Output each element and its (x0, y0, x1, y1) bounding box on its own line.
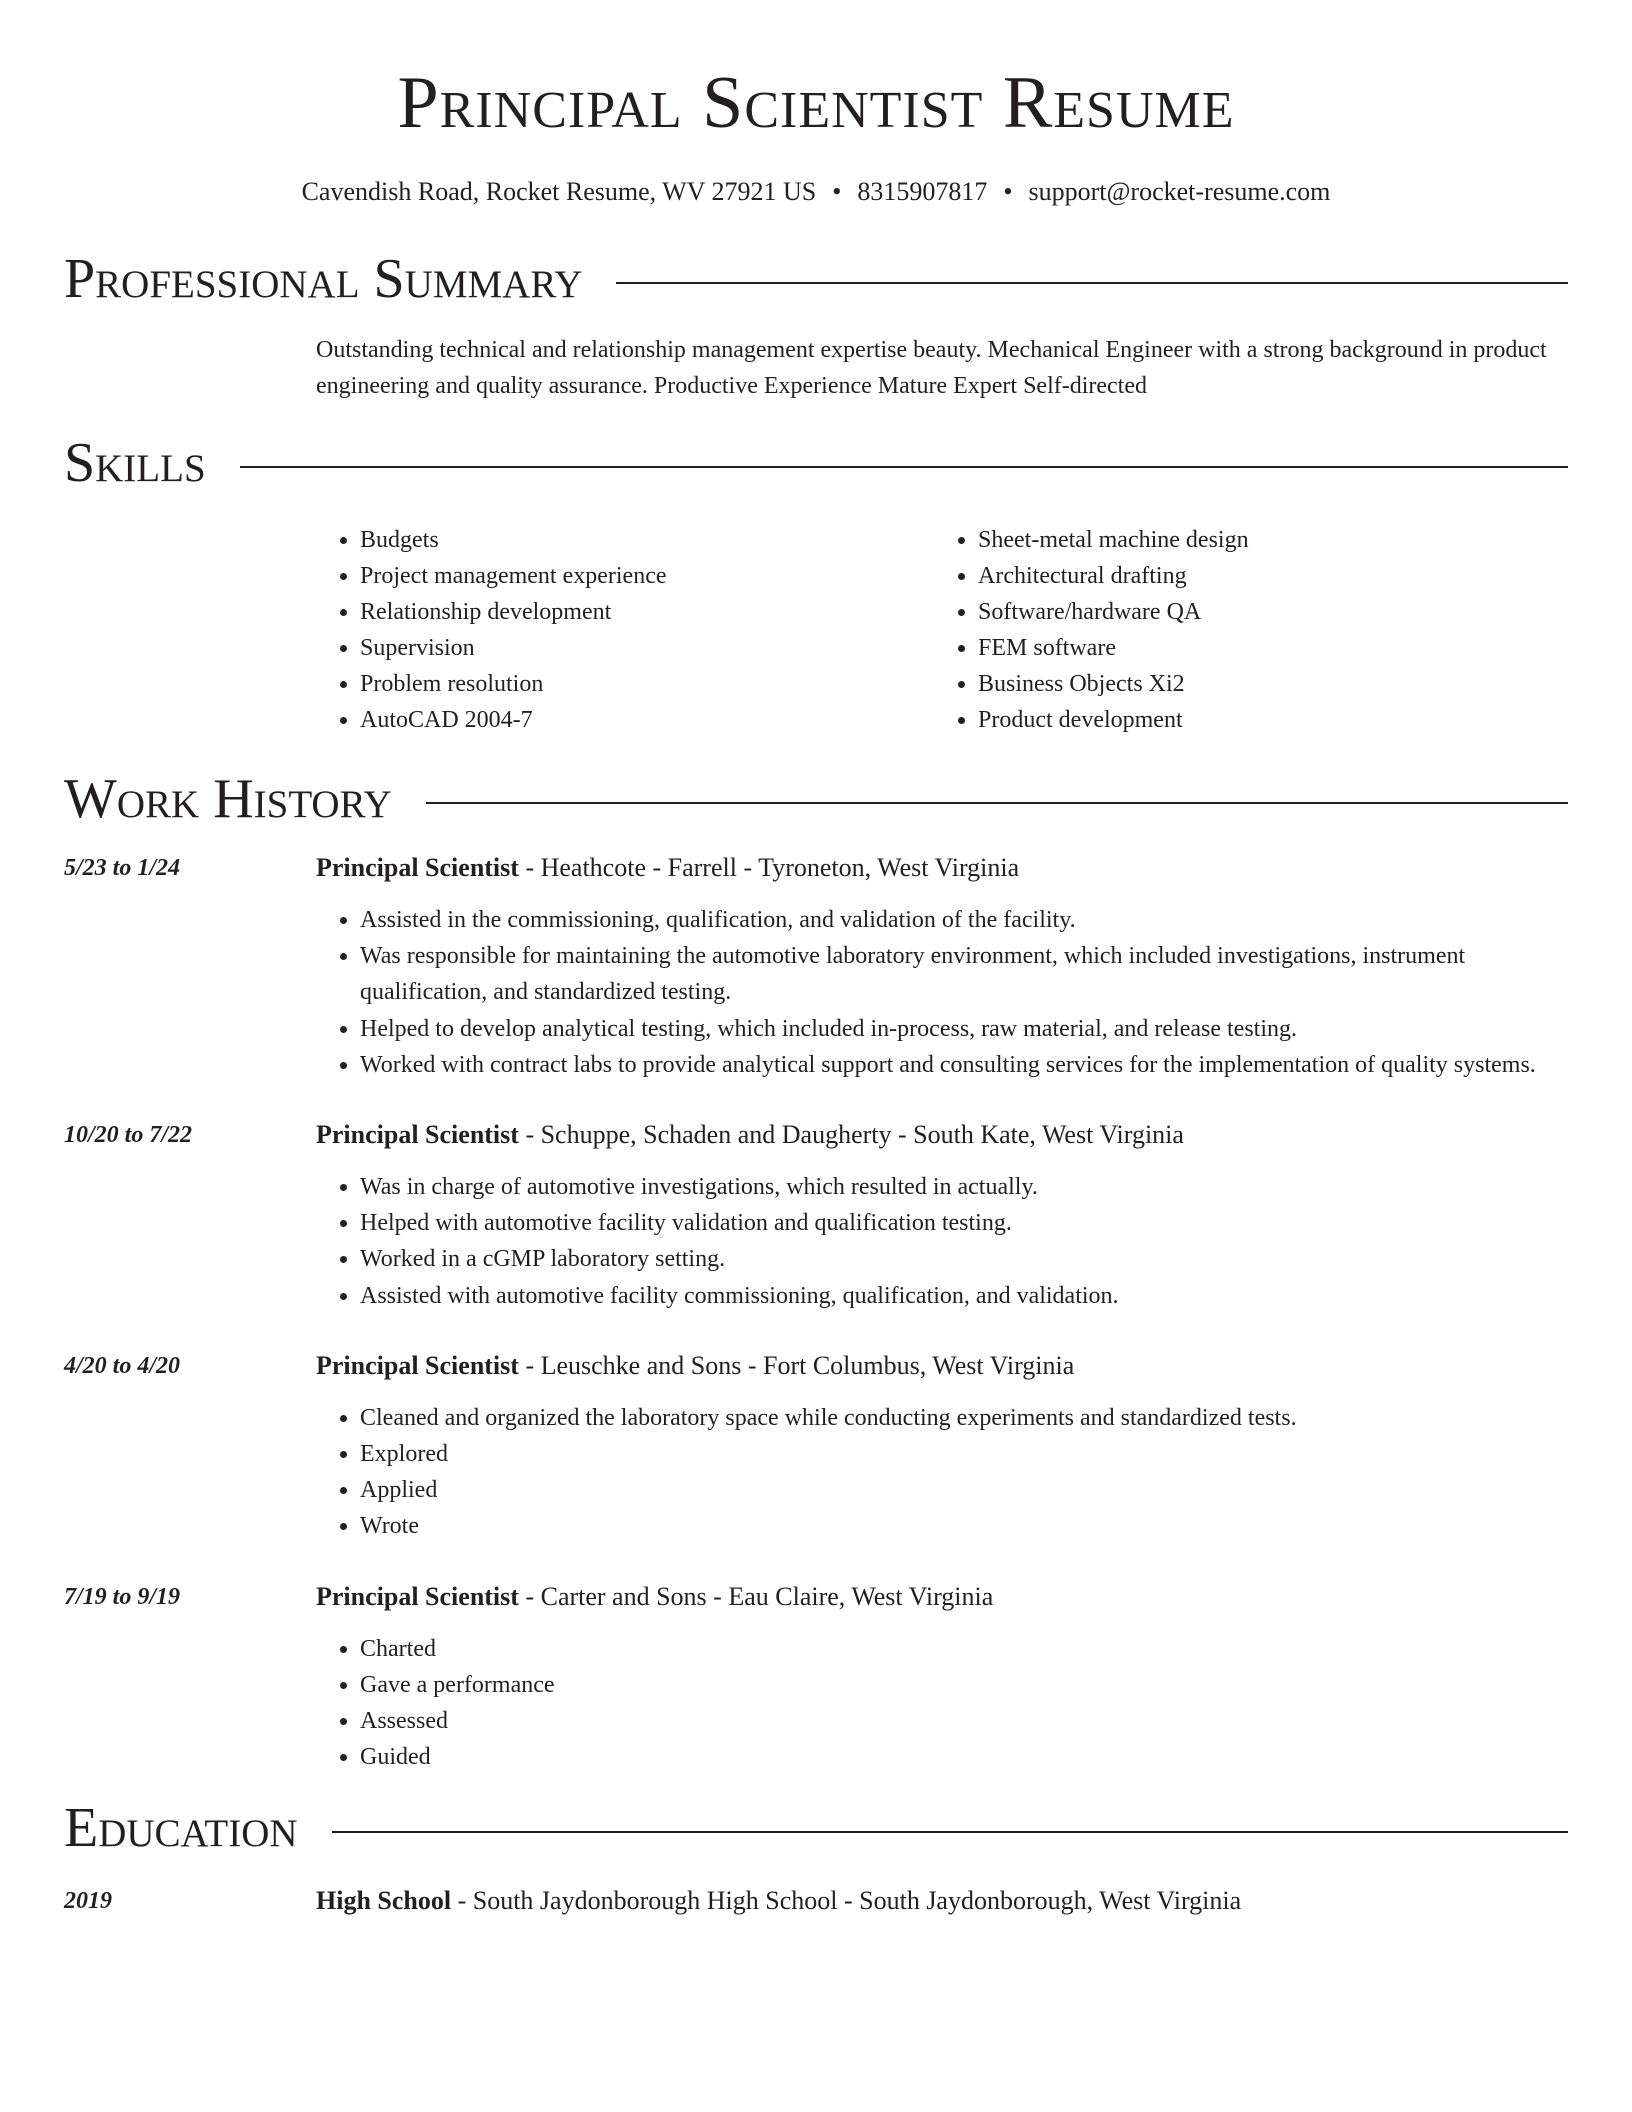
job-bullet: • Applied (360, 1472, 1568, 1508)
job-entry (64, 1348, 1568, 1545)
contact-line (64, 174, 1568, 210)
section-header-summary (64, 244, 1568, 314)
education-school-location: - South Jaydonborough High School - South Jaydonborough, West Virginia (451, 1886, 1242, 1916)
job-entry (64, 1117, 1568, 1314)
education-degree: High School (316, 1886, 452, 1916)
section-rule (616, 282, 1568, 284)
section-header-skills (64, 428, 1568, 498)
resume-title: Principal Scientist Resume (397, 62, 1235, 144)
job-company-location: - Carter and Sons - Eau Claire, West Virginia (518, 1581, 994, 1611)
job-heading (316, 1579, 1568, 1615)
job-bullet: • Gave a performance (360, 1667, 1568, 1703)
job-bullet: • Assessed (360, 1703, 1568, 1739)
job-title: Principal Scientist (316, 853, 519, 882)
job-bullet: • Worked in a cGMP laboratory setting. (360, 1241, 1568, 1277)
skill-item: • FEM software (978, 630, 1552, 666)
job-company-location: - Schuppe, Schaden and Daugherty - South Kate, West Virginia (518, 1120, 1184, 1150)
job-bullet: • Assisted in the commissioning, qualification, and validation of the facility. (360, 902, 1568, 938)
section-rule (426, 802, 1568, 804)
skill-item: • Software/hardware QA (978, 594, 1552, 630)
job-heading (316, 1348, 1568, 1384)
skill-item: • Business Objects Xi2 (978, 666, 1552, 702)
skill-item: • Problem resolution (360, 666, 934, 702)
job-company-location: - Leuschke and Sons - Fort Columbus, West Virginia (518, 1350, 1075, 1380)
skill-item: • Sheet-metal machine design (978, 522, 1552, 558)
job-bullet: • Helped to develop analytical testing, which included in-process, raw material, and release testing. (360, 1011, 1568, 1047)
job-bullet: • Cleaned and organized the laboratory space while conducting experiments and standardized tests. (360, 1400, 1568, 1436)
job-heading (316, 850, 1568, 886)
section-title-skills: Skills (64, 432, 206, 494)
skills-column-right (934, 522, 1552, 738)
skill-item: • AutoCAD 2004-7 (360, 702, 934, 738)
section-header-work (64, 764, 1568, 834)
job-dates: 5/23 to 1/24 (64, 855, 181, 881)
job-bullets (316, 902, 1568, 1083)
skill-item: • Supervision (360, 630, 934, 666)
skill-item: • Budgets (360, 522, 934, 558)
job-bullet: • Worked with contract labs to provide analytical support and consulting services for the implementation of quality systems. (360, 1047, 1568, 1083)
job-bullets (316, 1631, 1568, 1776)
job-bullets (316, 1400, 1568, 1545)
contact-separator: • (832, 177, 842, 206)
contact-phone: 8315907817 (857, 177, 988, 206)
contact-separator: • (1003, 177, 1013, 206)
education-entry (64, 1883, 1568, 1919)
job-bullet: • Wrote (360, 1508, 1568, 1544)
job-dates: 10/20 to 7/22 (64, 1122, 193, 1149)
section-title-summary: Professional Summary (64, 248, 583, 310)
education-heading (316, 1883, 1568, 1919)
section-title-education: Education (64, 1797, 298, 1860)
job-bullet: • Assisted with automotive facility commissioning, qualification, and validation. (360, 1278, 1568, 1314)
section-rule (240, 466, 1568, 468)
job-bullet: • Was in charge of automotive investigations, which resulted in actually. (360, 1169, 1568, 1205)
job-title: Principal Scientist (316, 1581, 519, 1611)
contact-address: Cavendish Road, Rocket Resume, WV 27921 US (301, 177, 817, 206)
job-entry (64, 1579, 1568, 1776)
section-rule (332, 1831, 1568, 1833)
education-year: 2019 (64, 1888, 112, 1915)
summary-text: Outstanding technical and relationship management expertise beauty. Mechanical Engineer with a strong background in product engineering and quality assurance. Productive Experience Mature Expert Self-directed (316, 337, 1547, 399)
job-dates: 7/19 to 9/19 (64, 1583, 181, 1610)
section-title-work: Work History (64, 768, 392, 830)
skills-list (316, 522, 1568, 738)
job-entry (64, 850, 1568, 1083)
skill-item: • Relationship development (360, 594, 934, 630)
skill-item: • Project management experience (360, 558, 934, 594)
skill-item: • Architectural drafting (978, 558, 1552, 594)
job-title: Principal Scientist (316, 1120, 519, 1150)
contact-email: support@rocket-resume.com (1028, 177, 1331, 206)
job-title: Principal Scientist (316, 1350, 519, 1380)
job-heading (316, 1117, 1568, 1153)
job-dates: 4/20 to 4/20 (64, 1352, 181, 1379)
job-bullet: • Explored (360, 1436, 1568, 1472)
skills-column-left (316, 522, 934, 738)
section-header-education (64, 1793, 1568, 1863)
job-company-location: - Heathcote - Farrell - Tyroneton, West Virginia (518, 853, 1020, 882)
job-bullet: • Charted (360, 1631, 1568, 1667)
job-bullets (316, 1169, 1568, 1314)
skill-item: • Product development (978, 702, 1552, 738)
job-bullet: • Helped with automotive facility validation and qualification testing. (360, 1205, 1568, 1241)
job-bullet: • Was responsible for maintaining the automotive laboratory environment, which included investigations, instrument qualification, and standardized testing. (360, 938, 1568, 1010)
job-bullet: • Guided (360, 1739, 1568, 1775)
